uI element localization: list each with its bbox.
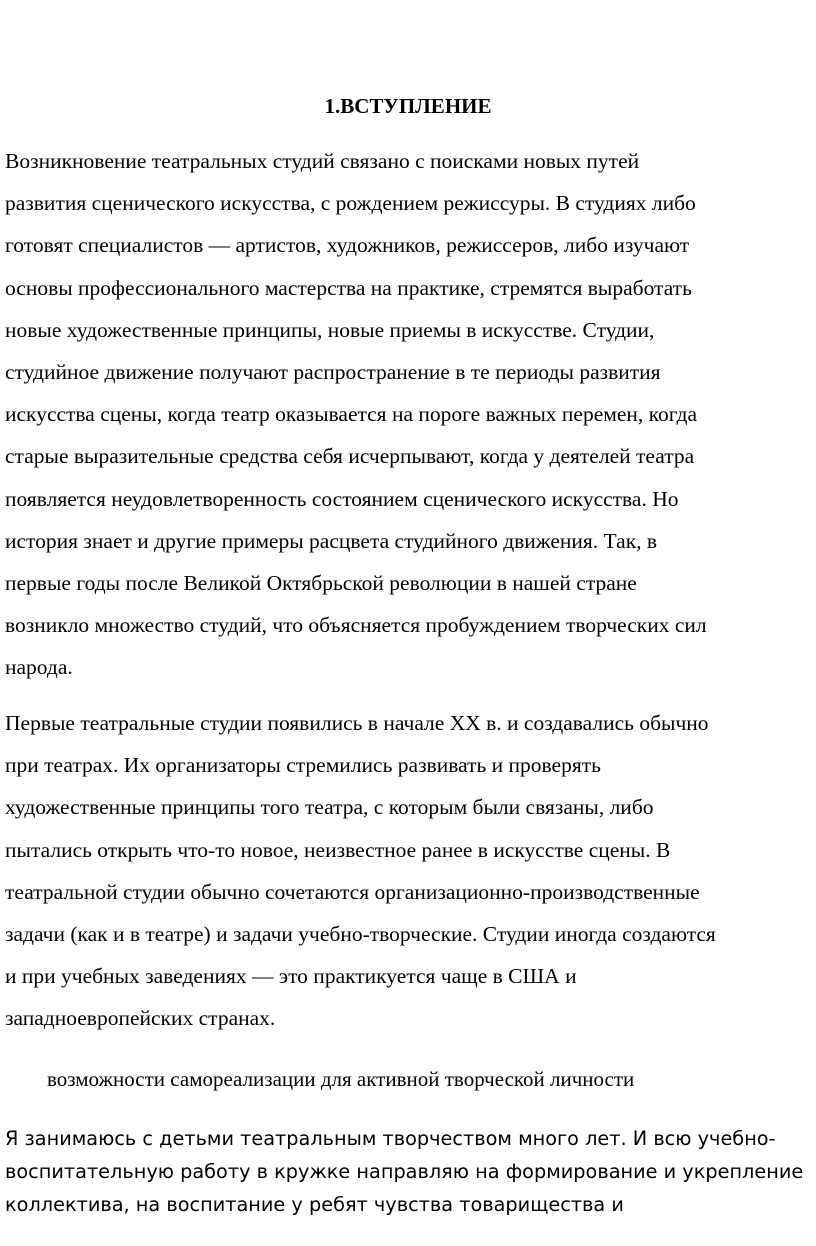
text-line: при театрах. Их организаторы стремились развивать и проверять <box>5 753 601 778</box>
text-line: коллектива, на воспитание у ребят чувства товарищества и <box>5 1193 624 1216</box>
text-line: студийное движение получают распространение в те периоды развития <box>5 360 661 385</box>
text-line: пытались открыть что-то новое, неизвестное ранее в искусстве сцены. В <box>5 837 671 862</box>
text-line: история знает и другие примеры расцвета студийного движения. Так, в <box>5 528 658 553</box>
text-line: Первые театральные студии появились в начале XX в. и создавались обычно <box>5 711 709 735</box>
text-line: художественные принципы того театра, с которым были связаны, либо <box>5 795 654 820</box>
text-line: первые годы после Великой Октябрьской революции в нашей стране <box>5 571 637 596</box>
text-line: старые выразительные средства себя исчерпывают, когда у деятелей театра <box>5 444 695 469</box>
text-line: задачи (как и в театре) и задачи учебно-творческие. Студии иногда создаются <box>5 922 716 947</box>
text-line: готовят специалистов — артистов, художников, режиссеров, либо изучают <box>5 233 690 258</box>
paragraph-first-studios <box>5 702 816 1040</box>
text-line: народа. <box>5 655 73 680</box>
text-line: появляется неудовлетворенность состоянием сценического искусства. Но <box>5 486 679 511</box>
paragraph-personal-experience <box>5 1122 816 1221</box>
section-subheading: возможности самореализации для активной творческой личности <box>47 1067 635 1091</box>
text-line: возникло множество студий, что объясняется пробуждением творческих сил <box>5 613 707 638</box>
text-line: основы профессионального мастерства на практике, стремятся выработать <box>5 275 692 300</box>
text-line: воспитательную работу в кружке направляю на формирование и укрепление <box>5 1160 804 1183</box>
text-line: Возникновение театральных студий связано с поисками новых путей <box>5 149 640 173</box>
paragraph-studios-origin <box>5 140 816 689</box>
text-line: Я занимаюсь с детьми театральным творчеством много лет. И всю учебно- <box>5 1127 776 1150</box>
text-line: театральной студии обычно сочетаются организационно-производственные <box>5 879 700 904</box>
text-line: новые художественные принципы, новые приемы в искусстве. Студии, <box>5 317 655 342</box>
document-title: 1.ВСТУПЛЕНИЕ <box>324 94 492 118</box>
text-line: и при учебных заведениях — это практикуется чаще в США и <box>5 964 577 989</box>
text-line: развития сценического искусства, с рождением режиссуры. В студиях либо <box>5 191 696 216</box>
text-line: западноевропейских странах. <box>5 1006 276 1031</box>
text-line: искусства сцены, когда театр оказывается на пороге важных перемен, когда <box>5 402 697 427</box>
